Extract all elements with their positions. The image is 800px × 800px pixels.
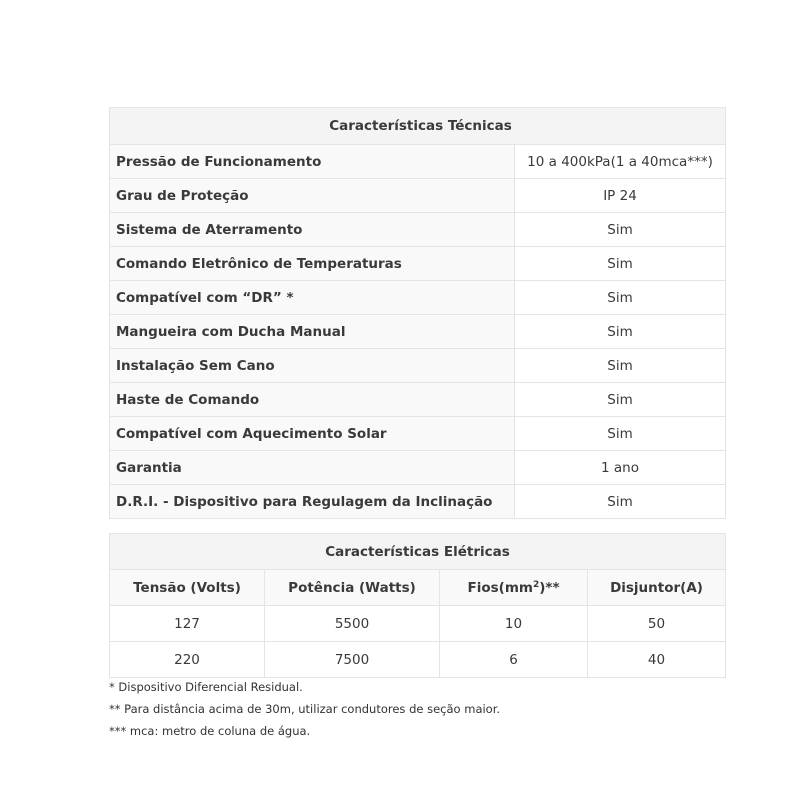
spec-tables [109,107,725,678]
table-row [110,642,726,678]
voltage-cell: 220 [110,642,265,678]
wires-header-superscript: 2 [532,579,540,590]
spec-label: Garantia [110,451,515,485]
spec-label: D.R.I. - Dispositivo para Regulagem da Inclinação [110,485,515,519]
column-header-voltage: Tensão (Volts) [110,570,265,606]
spec-label: Comando Eletrônico de Temperaturas [110,247,515,281]
wires-cell: 6 [440,642,588,678]
wires-header-prefix: Fios(mm [467,579,533,596]
table-row [110,315,726,349]
spec-value: 10 a 400kPa(1 a 40mca***) [515,145,726,179]
breaker-cell: 50 [588,606,726,642]
spec-value: Sim [515,349,726,383]
table-row [110,247,726,281]
spec-label: Mangueira com Ducha Manual [110,315,515,349]
table-row [110,485,726,519]
column-header-power: Potência (Watts) [265,570,440,606]
spec-value: Sim [515,213,726,247]
footnote: * Dispositivo Diferencial Residual. [109,680,303,694]
spec-label: Pressão de Funcionamento [110,145,515,179]
table-header-row [110,570,726,606]
technical-specs-table [109,107,726,519]
column-header-breaker: Disjuntor(A) [588,570,726,606]
table-row [110,417,726,451]
table-row [110,383,726,417]
wires-cell: 10 [440,606,588,642]
spec-label: Sistema de Aterramento [110,213,515,247]
wires-header-suffix: )** [539,579,560,596]
footnote: ** Para distância acima de 30m, utilizar condutores de seção maior. [109,702,501,716]
spec-value: Sim [515,247,726,281]
breaker-cell: 40 [588,642,726,678]
table-row [110,281,726,315]
table-row [110,213,726,247]
voltage-cell: 127 [110,606,265,642]
spec-label: Instalação Sem Cano [110,349,515,383]
spec-value: Sim [515,485,726,519]
table-row [110,349,726,383]
spec-label: Compatível com Aquecimento Solar [110,417,515,451]
spec-value: Sim [515,417,726,451]
table-row [110,451,726,485]
column-header-wires [440,570,588,606]
table-row [110,179,726,213]
spec-label: Haste de Comando [110,383,515,417]
technical-specs-title: Características Técnicas [110,108,726,145]
spec-value: IP 24 [515,179,726,213]
power-cell: 7500 [265,642,440,678]
spec-value: Sim [515,281,726,315]
table-row [110,145,726,179]
footnotes [109,676,500,742]
electrical-specs-table [109,533,726,678]
spec-label: Compatível com “DR” * [110,281,515,315]
footnote: *** mca: metro de coluna de água. [109,724,311,738]
power-cell: 5500 [265,606,440,642]
spec-value: Sim [515,315,726,349]
spec-value: Sim [515,383,726,417]
electrical-specs-title: Características Elétricas [110,534,726,570]
spec-label: Grau de Proteção [110,179,515,213]
spec-value: 1 ano [515,451,726,485]
table-row [110,606,726,642]
